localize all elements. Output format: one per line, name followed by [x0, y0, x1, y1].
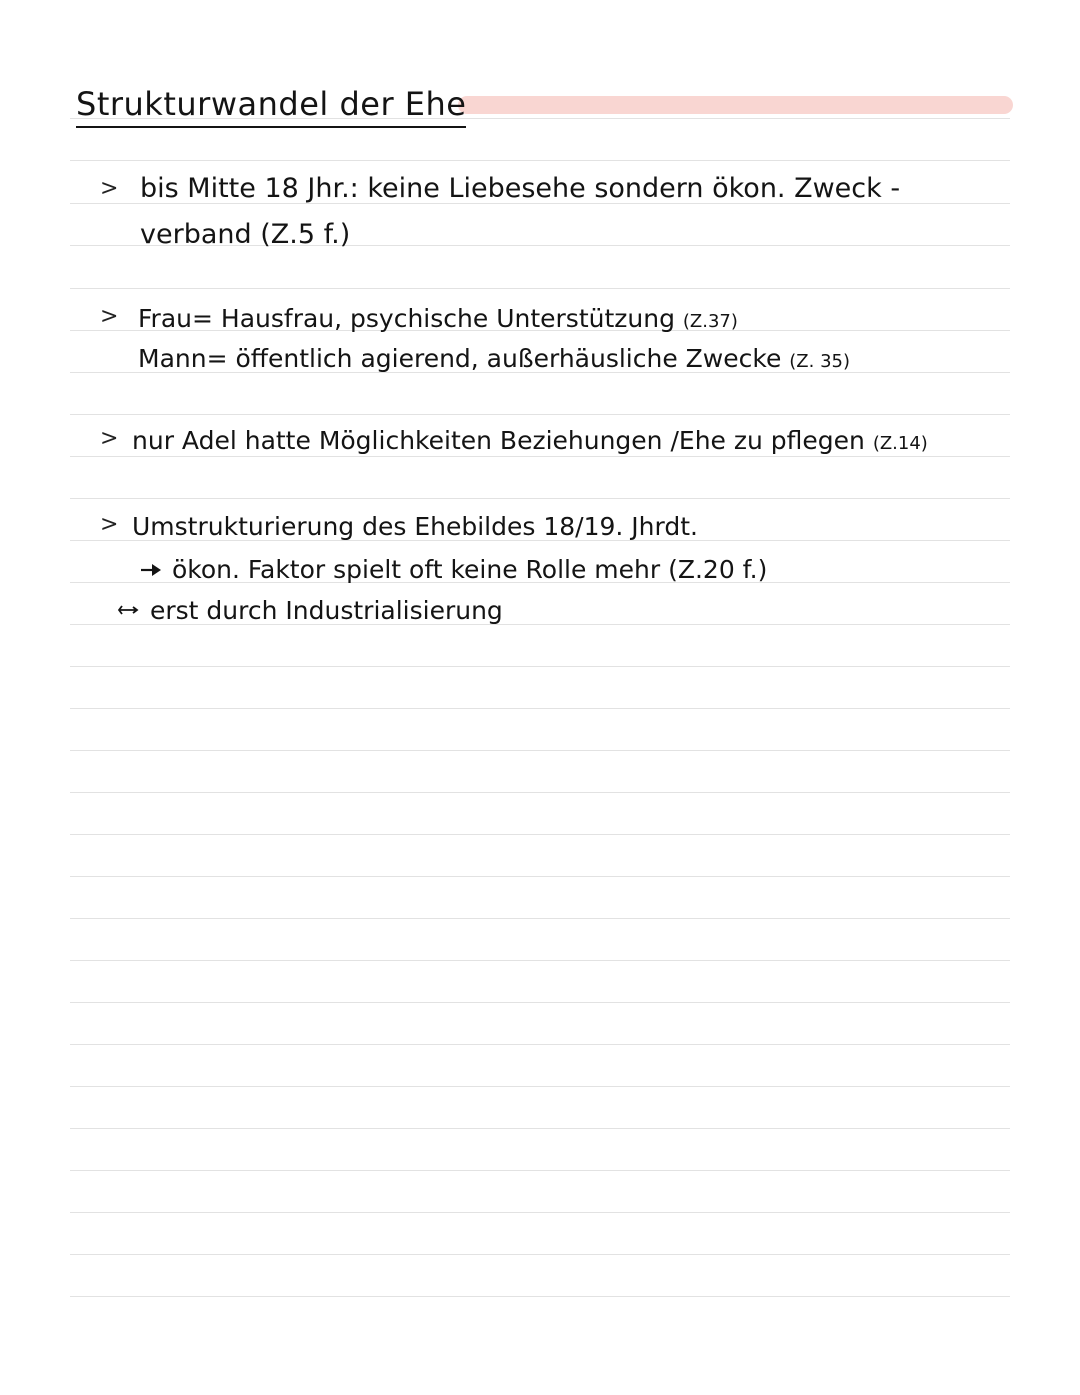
note-item-1-line-2: verband (Z.5 f.): [140, 219, 351, 250]
rule-line: [70, 498, 1010, 499]
note-item-3-line-1-main: nur Adel hatte Möglichkeiten Beziehungen /Ehe zu pflegen: [132, 426, 865, 455]
note-item-3-line-1-ref: (Z.14): [872, 433, 928, 454]
bullet-marker: >: [100, 512, 119, 537]
rule-line: [70, 414, 1010, 415]
note-item-4-line-3: [118, 594, 503, 628]
rule-line: [70, 918, 1010, 919]
left-right-arrow-icon-svg: [118, 603, 140, 619]
bullet-marker: >: [100, 426, 119, 451]
rule-line: [70, 1170, 1010, 1171]
note-item-2-line-2-main: Mann= öffentlich agierend, außerhäusliche Zwecke: [138, 344, 782, 373]
rule-line: [70, 792, 1010, 793]
note-item-1-line-1: bis Mitte 18 Jhr.: keine Liebesehe sondern ökon. Zweck -: [140, 173, 901, 204]
left-right-arrow-icon: [118, 594, 140, 628]
rule-line: [70, 1002, 1010, 1003]
rule-line: [70, 1296, 1010, 1297]
note-item-2-line-1-ref: (Z.37): [682, 311, 738, 332]
rule-line: [70, 1128, 1010, 1129]
rule-line: [70, 160, 1010, 161]
page-title: Strukturwandel der Ehe: [76, 84, 466, 128]
note-item-2-line-2: [138, 342, 850, 379]
note-item-4-line-1: Umstrukturierung des Ehebildes 18/19. Jhrdt.: [132, 512, 698, 541]
note-item-4-line-2-text: ökon. Faktor spielt oft keine Rolle mehr (Z.20 f.): [172, 555, 768, 584]
rule-line: [70, 288, 1010, 289]
rule-line: [70, 708, 1010, 709]
rule-line: [70, 1044, 1010, 1045]
rule-line: [70, 1254, 1010, 1255]
right-arrow-icon-svg: [140, 562, 162, 578]
rule-line: [70, 1212, 1010, 1213]
bullet-marker: >: [100, 304, 119, 329]
right-arrow-icon: [140, 553, 162, 587]
rule-line: [70, 750, 1010, 751]
note-item-2-line-1-main: Frau= Hausfrau, psychische Unterstützung: [138, 304, 675, 333]
note-item-3-line-1: [132, 424, 928, 461]
note-item-4-line-2: [140, 553, 767, 587]
rule-line: [70, 834, 1010, 835]
note-item-2-line-2-ref: (Z. 35): [789, 351, 851, 372]
title-highlight: [458, 96, 1013, 114]
rule-line: [70, 876, 1010, 877]
note-item-2-line-1: [138, 302, 738, 339]
bullet-marker: >: [100, 176, 119, 201]
note-item-4-line-3-text: erst durch Industrialisierung: [150, 596, 503, 625]
rule-line: [70, 666, 1010, 667]
rule-line: [70, 1086, 1010, 1087]
rule-line: [70, 960, 1010, 961]
